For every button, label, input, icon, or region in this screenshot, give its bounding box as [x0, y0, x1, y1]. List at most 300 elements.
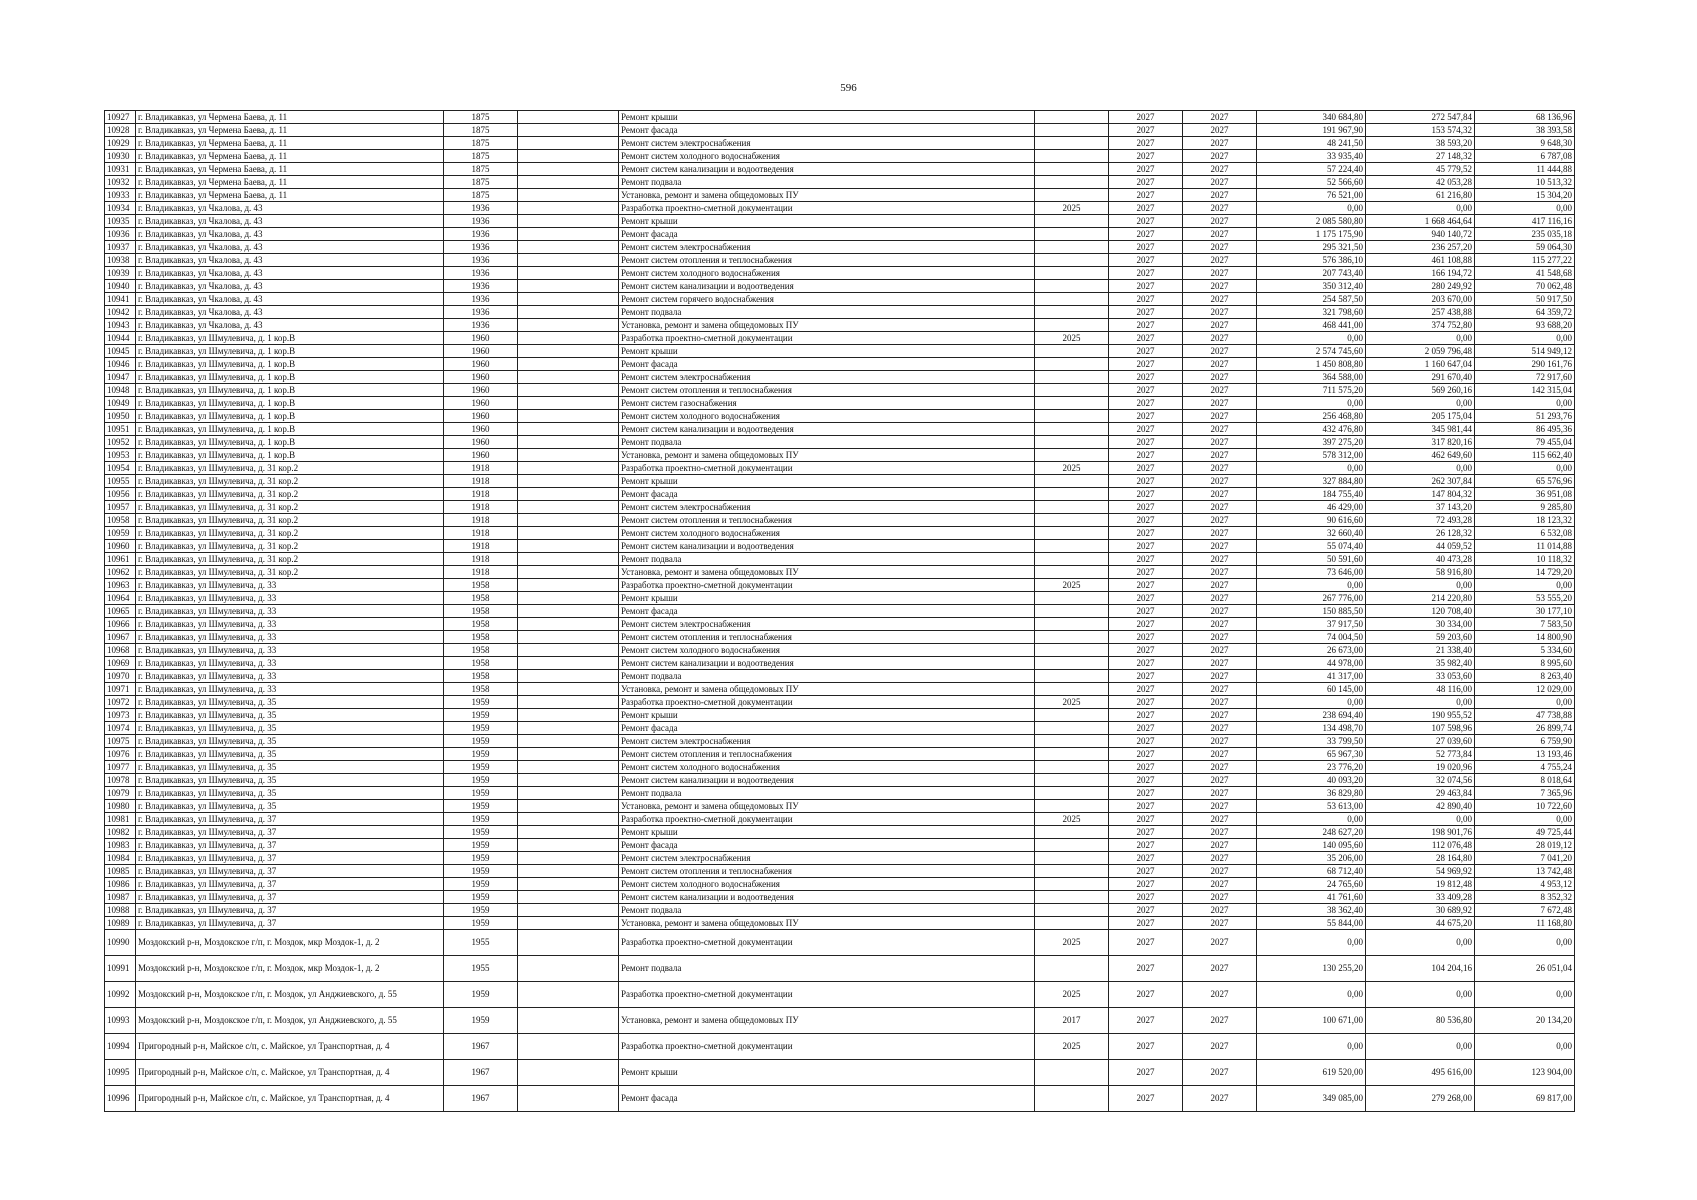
empty-cell [518, 176, 619, 189]
table-row [105, 878, 1575, 891]
start-year-cell: 2027 [1109, 176, 1183, 189]
address-cell: г. Владикавказ, ул Шмулевича, д. 31 кор.2 [136, 475, 444, 488]
address-cell: г. Владикавказ, ул Шмулевича, д. 31 кор.2 [136, 501, 444, 514]
work-type-cell: Установка, ремонт и замена общедомовых ПУ [619, 917, 1035, 930]
owner-amount-cell: 6 759,90 [1475, 735, 1575, 748]
design-year-cell [1035, 527, 1109, 540]
build-year-cell: 1960 [444, 358, 518, 371]
end-year-cell: 2027 [1183, 345, 1257, 358]
row-number: 10957 [105, 501, 136, 514]
table-row [105, 930, 1575, 956]
start-year-cell: 2027 [1109, 488, 1183, 501]
build-year-cell: 1960 [444, 410, 518, 423]
start-year-cell: 2027 [1109, 696, 1183, 709]
fund-amount-cell: 280 249,92 [1366, 280, 1475, 293]
build-year-cell: 1958 [444, 605, 518, 618]
address-cell: г. Владикавказ, ул Шмулевича, д. 37 [136, 865, 444, 878]
work-type-cell: Ремонт систем отопления и теплоснабжения [619, 254, 1035, 267]
work-type-cell: Ремонт фасада [619, 124, 1035, 137]
start-year-cell: 2027 [1109, 436, 1183, 449]
owner-amount-cell: 8 352,32 [1475, 891, 1575, 904]
owner-amount-cell: 10 118,32 [1475, 553, 1575, 566]
design-year-cell [1035, 358, 1109, 371]
work-type-cell: Разработка проектно-сметной документации [619, 332, 1035, 345]
work-type-cell: Ремонт систем холодного водоснабжения [619, 878, 1035, 891]
total-cost-cell: 38 362,40 [1257, 904, 1366, 917]
start-year-cell: 2027 [1109, 787, 1183, 800]
address-cell: Моздокский р-н, Моздокское г/п, г. Моздок, мкр Моздок-1, д. 2 [136, 930, 444, 956]
design-year-cell [1035, 189, 1109, 202]
work-type-cell: Ремонт систем электроснабжения [619, 371, 1035, 384]
design-year-cell [1035, 514, 1109, 527]
table-row [105, 449, 1575, 462]
row-number: 10953 [105, 449, 136, 462]
total-cost-cell: 397 275,20 [1257, 436, 1366, 449]
total-cost-cell: 295 321,50 [1257, 241, 1366, 254]
start-year-cell: 2027 [1109, 670, 1183, 683]
fund-amount-cell: 198 901,76 [1366, 826, 1475, 839]
address-cell: г. Владикавказ, ул Чкалова, д. 43 [136, 202, 444, 215]
design-year-cell: 2025 [1035, 202, 1109, 215]
end-year-cell: 2027 [1183, 189, 1257, 202]
end-year-cell: 2027 [1183, 553, 1257, 566]
total-cost-cell: 33 799,50 [1257, 735, 1366, 748]
row-number: 10950 [105, 410, 136, 423]
start-year-cell: 2027 [1109, 904, 1183, 917]
empty-cell [518, 852, 619, 865]
start-year-cell: 2027 [1109, 384, 1183, 397]
empty-cell [518, 137, 619, 150]
work-type-cell: Ремонт систем горячего водоснабжения [619, 293, 1035, 306]
row-number: 10934 [105, 202, 136, 215]
fund-amount-cell: 1 668 464,64 [1366, 215, 1475, 228]
fund-amount-cell: 107 598,96 [1366, 722, 1475, 735]
total-cost-cell: 65 967,30 [1257, 748, 1366, 761]
design-year-cell [1035, 826, 1109, 839]
owner-amount-cell: 0,00 [1475, 462, 1575, 475]
address-cell: г. Владикавказ, ул Шмулевича, д. 35 [136, 774, 444, 787]
empty-cell [518, 813, 619, 826]
start-year-cell: 2027 [1109, 293, 1183, 306]
table-row [105, 371, 1575, 384]
fund-amount-cell: 27 148,32 [1366, 150, 1475, 163]
address-cell: г. Владикавказ, ул Шмулевича, д. 31 кор.2 [136, 540, 444, 553]
owner-amount-cell: 79 455,04 [1475, 436, 1575, 449]
total-cost-cell: 0,00 [1257, 982, 1366, 1008]
table-row [105, 657, 1575, 670]
owner-amount-cell: 0,00 [1475, 982, 1575, 1008]
address-cell: г. Владикавказ, ул Шмулевича, д. 37 [136, 839, 444, 852]
address-cell: г. Владикавказ, ул Чермена Баева, д. 11 [136, 176, 444, 189]
empty-cell [518, 553, 619, 566]
owner-amount-cell: 235 035,18 [1475, 228, 1575, 241]
address-cell: г. Владикавказ, ул Шмулевича, д. 31 кор.2 [136, 488, 444, 501]
fund-amount-cell: 462 649,60 [1366, 449, 1475, 462]
table-row [105, 670, 1575, 683]
end-year-cell: 2027 [1183, 423, 1257, 436]
row-number: 10972 [105, 696, 136, 709]
owner-amount-cell: 6 532,08 [1475, 527, 1575, 540]
empty-cell [518, 839, 619, 852]
design-year-cell [1035, 150, 1109, 163]
empty-cell [518, 670, 619, 683]
table-row [105, 189, 1575, 202]
design-year-cell [1035, 371, 1109, 384]
address-cell: г. Владикавказ, ул Шмулевича, д. 35 [136, 696, 444, 709]
work-type-cell: Установка, ремонт и замена общедомовых ПУ [619, 800, 1035, 813]
build-year-cell: 1960 [444, 436, 518, 449]
address-cell: г. Владикавказ, ул Шмулевича, д. 33 [136, 657, 444, 670]
row-number: 10951 [105, 423, 136, 436]
build-year-cell: 1959 [444, 865, 518, 878]
table-row [105, 254, 1575, 267]
work-type-cell: Ремонт крыши [619, 111, 1035, 124]
total-cost-cell: 0,00 [1257, 202, 1366, 215]
end-year-cell: 2027 [1183, 462, 1257, 475]
table-row [105, 475, 1575, 488]
design-year-cell: 2025 [1035, 982, 1109, 1008]
build-year-cell: 1875 [444, 111, 518, 124]
fund-amount-cell: 940 140,72 [1366, 228, 1475, 241]
end-year-cell: 2027 [1183, 592, 1257, 605]
table-row [105, 982, 1575, 1008]
start-year-cell: 2027 [1109, 657, 1183, 670]
fund-amount-cell: 54 969,92 [1366, 865, 1475, 878]
start-year-cell: 2027 [1109, 254, 1183, 267]
work-type-cell: Ремонт крыши [619, 345, 1035, 358]
row-number: 10991 [105, 956, 136, 982]
total-cost-cell: 327 884,80 [1257, 475, 1366, 488]
table-row [105, 202, 1575, 215]
row-number: 10989 [105, 917, 136, 930]
total-cost-cell: 248 627,20 [1257, 826, 1366, 839]
row-number: 10980 [105, 800, 136, 813]
address-cell: г. Владикавказ, ул Чкалова, д. 43 [136, 228, 444, 241]
work-type-cell: Ремонт подвала [619, 670, 1035, 683]
fund-amount-cell: 257 438,88 [1366, 306, 1475, 319]
build-year-cell: 1960 [444, 371, 518, 384]
address-cell: г. Владикавказ, ул Чермена Баева, д. 11 [136, 150, 444, 163]
owner-amount-cell: 86 495,36 [1475, 423, 1575, 436]
row-number: 10955 [105, 475, 136, 488]
work-type-cell: Установка, ремонт и замена общедомовых ПУ [619, 1008, 1035, 1034]
row-number: 10966 [105, 618, 136, 631]
start-year-cell: 2027 [1109, 527, 1183, 540]
empty-cell [518, 540, 619, 553]
empty-cell [518, 163, 619, 176]
start-year-cell: 2027 [1109, 774, 1183, 787]
address-cell: Пригородный р-н, Майское с/п, с. Майское, ул Транспортная, д. 4 [136, 1034, 444, 1060]
row-number: 10931 [105, 163, 136, 176]
table-row [105, 631, 1575, 644]
start-year-cell: 2027 [1109, 397, 1183, 410]
total-cost-cell: 0,00 [1257, 930, 1366, 956]
address-cell: г. Владикавказ, ул Чермена Баева, д. 11 [136, 124, 444, 137]
owner-amount-cell: 0,00 [1475, 397, 1575, 410]
row-number: 10977 [105, 761, 136, 774]
table-row [105, 839, 1575, 852]
start-year-cell: 2027 [1109, 137, 1183, 150]
owner-amount-cell: 115 277,22 [1475, 254, 1575, 267]
fund-amount-cell: 72 493,28 [1366, 514, 1475, 527]
owner-amount-cell: 11 014,88 [1475, 540, 1575, 553]
design-year-cell: 2025 [1035, 813, 1109, 826]
build-year-cell: 1918 [444, 540, 518, 553]
design-year-cell [1035, 618, 1109, 631]
empty-cell [518, 696, 619, 709]
total-cost-cell: 2 085 580,80 [1257, 215, 1366, 228]
work-type-cell: Установка, ремонт и замена общедомовых ПУ [619, 683, 1035, 696]
empty-cell [518, 215, 619, 228]
table-row [105, 748, 1575, 761]
total-cost-cell: 23 776,20 [1257, 761, 1366, 774]
design-year-cell [1035, 917, 1109, 930]
work-type-cell: Ремонт систем холодного водоснабжения [619, 150, 1035, 163]
end-year-cell: 2027 [1183, 137, 1257, 150]
total-cost-cell: 55 074,40 [1257, 540, 1366, 553]
design-year-cell [1035, 956, 1109, 982]
table-row [105, 891, 1575, 904]
end-year-cell: 2027 [1183, 644, 1257, 657]
work-type-cell: Установка, ремонт и замена общедомовых ПУ [619, 566, 1035, 579]
work-type-cell: Установка, ремонт и замена общедомовых ПУ [619, 319, 1035, 332]
total-cost-cell: 44 978,00 [1257, 657, 1366, 670]
address-cell: г. Владикавказ, ул Шмулевича, д. 1 кор.В [136, 449, 444, 462]
work-type-cell: Ремонт подвала [619, 956, 1035, 982]
start-year-cell: 2027 [1109, 449, 1183, 462]
total-cost-cell: 74 004,50 [1257, 631, 1366, 644]
design-year-cell [1035, 553, 1109, 566]
work-type-cell: Ремонт фасада [619, 722, 1035, 735]
empty-cell [518, 332, 619, 345]
fund-amount-cell: 272 547,84 [1366, 111, 1475, 124]
end-year-cell: 2027 [1183, 774, 1257, 787]
address-cell: г. Владикавказ, ул Чкалова, д. 43 [136, 215, 444, 228]
design-year-cell [1035, 501, 1109, 514]
design-year-cell [1035, 488, 1109, 501]
start-year-cell: 2027 [1109, 1086, 1183, 1112]
empty-cell [518, 397, 619, 410]
end-year-cell: 2027 [1183, 436, 1257, 449]
total-cost-cell: 350 312,40 [1257, 280, 1366, 293]
end-year-cell: 2027 [1183, 358, 1257, 371]
total-cost-cell: 238 694,40 [1257, 709, 1366, 722]
start-year-cell: 2027 [1109, 826, 1183, 839]
fund-amount-cell: 0,00 [1366, 930, 1475, 956]
empty-cell [518, 748, 619, 761]
owner-amount-cell: 8 018,64 [1475, 774, 1575, 787]
total-cost-cell: 48 241,50 [1257, 137, 1366, 150]
design-year-cell [1035, 683, 1109, 696]
design-year-cell [1035, 280, 1109, 293]
owner-amount-cell: 0,00 [1475, 930, 1575, 956]
build-year-cell: 1936 [444, 293, 518, 306]
total-cost-cell: 184 755,40 [1257, 488, 1366, 501]
total-cost-cell: 90 616,60 [1257, 514, 1366, 527]
build-year-cell: 1875 [444, 176, 518, 189]
address-cell: г. Владикавказ, ул Шмулевича, д. 37 [136, 813, 444, 826]
owner-amount-cell: 0,00 [1475, 696, 1575, 709]
end-year-cell: 2027 [1183, 891, 1257, 904]
end-year-cell: 2027 [1183, 111, 1257, 124]
start-year-cell: 2027 [1109, 150, 1183, 163]
total-cost-cell: 73 646,00 [1257, 566, 1366, 579]
work-type-cell: Ремонт крыши [619, 709, 1035, 722]
owner-amount-cell: 41 548,68 [1475, 267, 1575, 280]
owner-amount-cell: 36 951,08 [1475, 488, 1575, 501]
fund-amount-cell: 45 779,52 [1366, 163, 1475, 176]
end-year-cell: 2027 [1183, 579, 1257, 592]
row-number: 10949 [105, 397, 136, 410]
table-row [105, 904, 1575, 917]
start-year-cell: 2027 [1109, 800, 1183, 813]
build-year-cell: 1959 [444, 787, 518, 800]
table-row [105, 592, 1575, 605]
owner-amount-cell: 7 365,96 [1475, 787, 1575, 800]
table-row [105, 137, 1575, 150]
table-row [105, 319, 1575, 332]
total-cost-cell: 1 450 808,80 [1257, 358, 1366, 371]
row-number: 10942 [105, 306, 136, 319]
start-year-cell: 2027 [1109, 917, 1183, 930]
total-cost-cell: 55 844,00 [1257, 917, 1366, 930]
build-year-cell: 1960 [444, 397, 518, 410]
design-year-cell [1035, 904, 1109, 917]
row-number: 10946 [105, 358, 136, 371]
row-number: 10945 [105, 345, 136, 358]
end-year-cell: 2027 [1183, 150, 1257, 163]
end-year-cell: 2027 [1183, 527, 1257, 540]
fund-amount-cell: 461 108,88 [1366, 254, 1475, 267]
owner-amount-cell: 7 041,20 [1475, 852, 1575, 865]
row-number: 10933 [105, 189, 136, 202]
row-number: 10944 [105, 332, 136, 345]
address-cell: г. Владикавказ, ул Шмулевича, д. 37 [136, 852, 444, 865]
design-year-cell [1035, 891, 1109, 904]
design-year-cell [1035, 800, 1109, 813]
end-year-cell: 2027 [1183, 163, 1257, 176]
design-year-cell [1035, 397, 1109, 410]
work-type-cell: Ремонт систем холодного водоснабжения [619, 527, 1035, 540]
build-year-cell: 1959 [444, 774, 518, 787]
owner-amount-cell: 10 513,32 [1475, 176, 1575, 189]
start-year-cell: 2027 [1109, 163, 1183, 176]
address-cell: г. Владикавказ, ул Шмулевича, д. 35 [136, 709, 444, 722]
owner-amount-cell: 8 995,60 [1475, 657, 1575, 670]
owner-amount-cell: 11 168,80 [1475, 917, 1575, 930]
table-row [105, 917, 1575, 930]
address-cell: г. Владикавказ, ул Шмулевича, д. 31 кор.2 [136, 514, 444, 527]
end-year-cell: 2027 [1183, 787, 1257, 800]
design-year-cell [1035, 267, 1109, 280]
table-row [105, 787, 1575, 800]
work-type-cell: Ремонт фасада [619, 839, 1035, 852]
start-year-cell: 2027 [1109, 735, 1183, 748]
design-year-cell [1035, 306, 1109, 319]
row-number: 10939 [105, 267, 136, 280]
fund-amount-cell: 27 039,60 [1366, 735, 1475, 748]
build-year-cell: 1875 [444, 137, 518, 150]
table-body [105, 111, 1575, 1112]
work-type-cell: Ремонт подвала [619, 553, 1035, 566]
row-number: 10995 [105, 1060, 136, 1086]
total-cost-cell: 0,00 [1257, 696, 1366, 709]
row-number: 10993 [105, 1008, 136, 1034]
address-cell: г. Владикавказ, ул Шмулевича, д. 1 кор.В [136, 423, 444, 436]
row-number: 10968 [105, 644, 136, 657]
build-year-cell: 1875 [444, 124, 518, 137]
row-number: 10986 [105, 878, 136, 891]
row-number: 10994 [105, 1034, 136, 1060]
fund-amount-cell: 26 128,32 [1366, 527, 1475, 540]
total-cost-cell: 340 684,80 [1257, 111, 1366, 124]
fund-amount-cell: 153 574,32 [1366, 124, 1475, 137]
start-year-cell: 2027 [1109, 930, 1183, 956]
fund-amount-cell: 35 982,40 [1366, 657, 1475, 670]
empty-cell [518, 579, 619, 592]
end-year-cell: 2027 [1183, 215, 1257, 228]
work-type-cell: Разработка проектно-сметной документации [619, 696, 1035, 709]
fund-amount-cell: 291 670,40 [1366, 371, 1475, 384]
address-cell: г. Владикавказ, ул Шмулевича, д. 31 кор.2 [136, 553, 444, 566]
end-year-cell: 2027 [1183, 397, 1257, 410]
row-number: 10973 [105, 709, 136, 722]
address-cell: г. Владикавказ, ул Шмулевича, д. 35 [136, 748, 444, 761]
table-row [105, 345, 1575, 358]
start-year-cell: 2027 [1109, 189, 1183, 202]
empty-cell [518, 501, 619, 514]
design-year-cell [1035, 852, 1109, 865]
fund-amount-cell: 104 204,16 [1366, 956, 1475, 982]
table-row [105, 540, 1575, 553]
table-row [105, 696, 1575, 709]
address-cell: г. Владикавказ, ул Шмулевича, д. 35 [136, 800, 444, 813]
owner-amount-cell: 115 662,40 [1475, 449, 1575, 462]
total-cost-cell: 40 093,20 [1257, 774, 1366, 787]
total-cost-cell: 46 429,00 [1257, 501, 1366, 514]
table-row [105, 800, 1575, 813]
design-year-cell [1035, 787, 1109, 800]
row-number: 10978 [105, 774, 136, 787]
design-year-cell: 2025 [1035, 462, 1109, 475]
row-number: 10954 [105, 462, 136, 475]
row-number: 10959 [105, 527, 136, 540]
fund-amount-cell: 42 053,28 [1366, 176, 1475, 189]
build-year-cell: 1958 [444, 631, 518, 644]
build-year-cell: 1918 [444, 462, 518, 475]
total-cost-cell: 432 476,80 [1257, 423, 1366, 436]
start-year-cell: 2027 [1109, 644, 1183, 657]
start-year-cell: 2027 [1109, 852, 1183, 865]
total-cost-cell: 41 761,60 [1257, 891, 1366, 904]
build-year-cell: 1958 [444, 618, 518, 631]
start-year-cell: 2027 [1109, 566, 1183, 579]
owner-amount-cell: 47 738,88 [1475, 709, 1575, 722]
total-cost-cell: 32 660,40 [1257, 527, 1366, 540]
empty-cell [518, 787, 619, 800]
end-year-cell: 2027 [1183, 384, 1257, 397]
table-row [105, 865, 1575, 878]
table-row [105, 267, 1575, 280]
build-year-cell: 1936 [444, 254, 518, 267]
start-year-cell: 2027 [1109, 319, 1183, 332]
design-year-cell [1035, 605, 1109, 618]
work-type-cell: Ремонт фасада [619, 228, 1035, 241]
end-year-cell: 2027 [1183, 631, 1257, 644]
table-row [105, 683, 1575, 696]
empty-cell [518, 878, 619, 891]
empty-cell [518, 410, 619, 423]
